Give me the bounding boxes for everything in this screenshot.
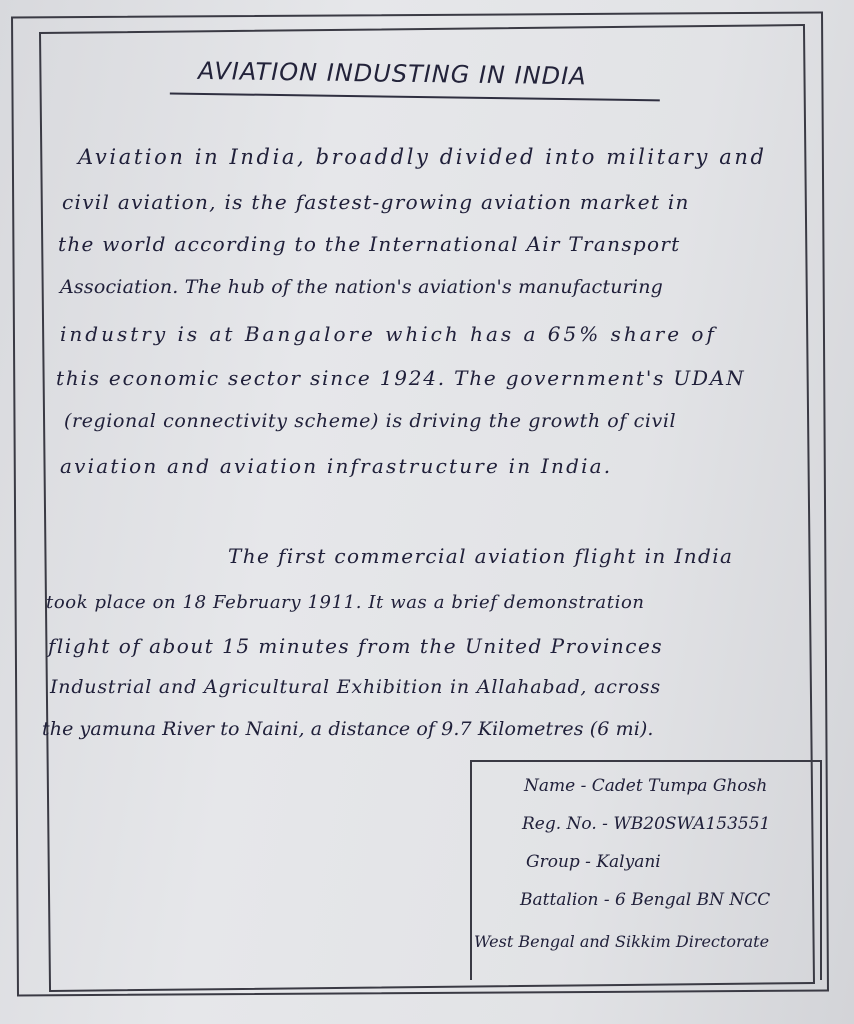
cadet-reg-no: Reg. No. - WB20SWA153551: [522, 814, 771, 834]
page-title: AVIATION INDUSTING IN INDIA: [197, 56, 587, 91]
paragraph-2-line: the yamuna River to Naini, a distance of 9.7 Kilometres (6 mi).: [42, 718, 654, 740]
paragraph-1-line: aviation and aviation infrastructure in India.: [60, 454, 613, 478]
paragraph-2-line: took place on 18 February 1911. It was a brief demonstration: [46, 592, 645, 613]
paragraph-1-line: (regional connectivity scheme) is driving the growth of civil: [64, 410, 677, 432]
paragraph-2-line: Industrial and Agricultural Exhibition in Allahabad, across: [50, 676, 661, 698]
paragraph-1-line: industry is at Bangalore which has a 65% share of: [60, 322, 717, 346]
paragraph-2-line: flight of about 15 minutes from the United Provinces: [48, 634, 664, 658]
paragraph-1-line: this economic sector since 1924. The government's UDAN: [56, 366, 746, 390]
paragraph-1-line: Association. The hub of the nation's aviation's manufacturing: [60, 276, 663, 298]
title-block: [170, 55, 671, 114]
cadet-directorate: West Bengal and Sikkim Directorate: [474, 932, 770, 951]
title-underline: [170, 93, 660, 102]
paragraph-2-line: The first commercial aviation flight in India: [228, 544, 734, 568]
paragraph-1-line: the world according to the International Air Transport: [58, 232, 681, 256]
cadet-group: Group - Kalyani: [526, 852, 661, 872]
cadet-battalion: Battalion - 6 Bengal BN NCC: [520, 890, 771, 910]
paragraph-1-line: civil aviation, is the fastest-growing aviation market in: [62, 190, 690, 214]
paragraph-1-line: Aviation in India, broaddly divided into military and: [78, 145, 767, 169]
cadet-name: Name - Cadet Tumpa Ghosh: [524, 776, 768, 796]
cadet-info-box: [470, 760, 822, 980]
